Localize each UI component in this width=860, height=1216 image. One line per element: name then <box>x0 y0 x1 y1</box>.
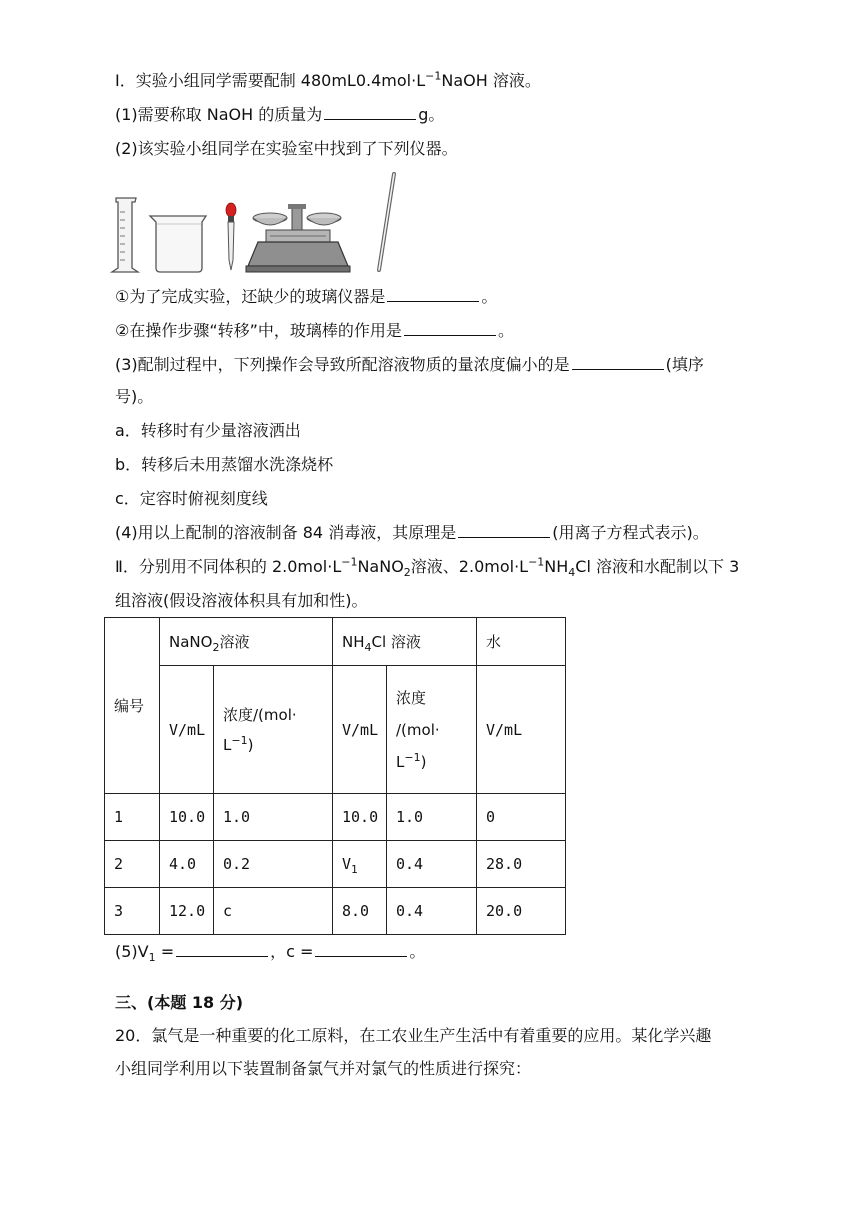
question-20-line1: 20．氯气是一种重要的化工原料，在工农业生产生活中有着重要的应用。某化学兴趣 <box>115 1026 712 1045</box>
subheader-concentration: 浓度/(mol· $L^{-1}$) <box>214 666 333 794</box>
cell-nano2-volume: 12.0 <box>160 888 214 935</box>
cell-nh4cl-concentration: 1.0 <box>387 794 477 841</box>
table-row <box>105 888 566 935</box>
cell-water-volume: 28.0 <box>477 841 566 888</box>
cell-nano2-concentration: 0.2 <box>214 841 333 888</box>
answer-blank <box>176 942 268 957</box>
part1-intro: Ⅰ．实验小组同学需要配制 $480mL0.4mol\cdot L^{-1}NaOH$ 溶液。 <box>115 69 541 90</box>
section-3-heading: 三、(本题 18 分) <box>115 993 244 1012</box>
answer-blank <box>324 105 416 120</box>
cell-nh4cl-concentration: 0.4 <box>387 888 477 935</box>
solution-table <box>104 617 566 935</box>
question-3-cont: 号)。 <box>115 387 154 406</box>
cell-nano2-volume: 4.0 <box>160 841 214 888</box>
answer-blank <box>387 287 479 302</box>
graduated-cylinder-icon <box>112 198 138 272</box>
cell-water-volume: 0 <box>477 794 566 841</box>
cell-nh4cl-volume: 8.0 <box>333 888 387 935</box>
table-row <box>105 841 566 888</box>
question-2b: ②在操作步骤“转移”中，玻璃棒的作用是 。 <box>115 321 514 340</box>
answer-blank <box>572 355 664 370</box>
subheader-volume: V/mL <box>333 666 387 794</box>
question-4: (4)用以上配制的溶液制备 84 消毒液，其原理是 (用离子方程式表示)。 <box>115 523 709 542</box>
question-1: (1)需要称取 NaOH 的质量为 g。 <box>115 105 445 124</box>
answer-blank <box>458 523 550 538</box>
answer-blank <box>315 942 407 957</box>
cell-nh4cl-concentration: 0.4 <box>387 841 477 888</box>
option-c: c．定容时俯视刻度线 <box>115 489 268 508</box>
glass-rod-icon <box>379 174 394 270</box>
option-a: a．转移时有少量溶液洒出 <box>115 421 301 440</box>
cell-nano2-volume: 10.0 <box>160 794 214 841</box>
answer-blank <box>404 321 496 336</box>
beaker-icon <box>150 216 206 272</box>
question-2: (2)该实验小组同学在实验室中找到了下列仪器。 <box>115 139 458 158</box>
header-number: 编号 <box>105 618 160 794</box>
subheader-volume: V/mL <box>477 666 566 794</box>
question-20-line2: 小组同学利用以下装置制备氯气并对氯气的性质进行探究： <box>115 1059 532 1078</box>
cell-nh4cl-volume: $V_1$ <box>333 841 387 888</box>
header-nano2: NaNO$_2$溶液 <box>160 618 333 666</box>
question-2a: ①为了完成实验，还缺少的玻璃仪器是 。 <box>115 287 498 306</box>
cell-nano2-concentration: 1.0 <box>214 794 333 841</box>
cell-water-volume: 20.0 <box>477 888 566 935</box>
dropper-icon <box>226 203 236 270</box>
lab-instruments-figure <box>110 168 410 278</box>
header-water: 水 <box>477 618 566 666</box>
balance-scale-icon <box>246 204 350 272</box>
part2-intro: Ⅱ．分别用不同体积的 $2.0mol\cdot L^{-1}NaNO_2$溶液、$2.0mol\cdot L^{-1}NH_4Cl$ 溶液和水配制以下 3 <box>115 555 740 580</box>
cell-number: 1 <box>105 794 160 841</box>
header-nh4cl: $NH_4Cl$ 溶液 <box>333 618 477 666</box>
part2-intro-cont: 组溶液(假设溶液体积具有加和性)。 <box>115 591 368 610</box>
subheader-volume: V/mL <box>160 666 214 794</box>
cell-nano2-concentration: c <box>214 888 333 935</box>
cell-number: 2 <box>105 841 160 888</box>
question-3: (3)配制过程中，下列操作会导致所配溶液物质的量浓度偏小的是 (填序 <box>115 355 704 374</box>
cell-number: 3 <box>105 888 160 935</box>
cell-nh4cl-volume: 10.0 <box>333 794 387 841</box>
subheader-concentration: 浓度 /(mol· $L^{-1}$) <box>387 666 477 794</box>
option-b: b．转移后未用蒸馏水洗涤烧杯 <box>115 455 334 474</box>
table-row <box>105 794 566 841</box>
question-5: $(5)V_1$ = ，c = 。 <box>115 942 426 965</box>
